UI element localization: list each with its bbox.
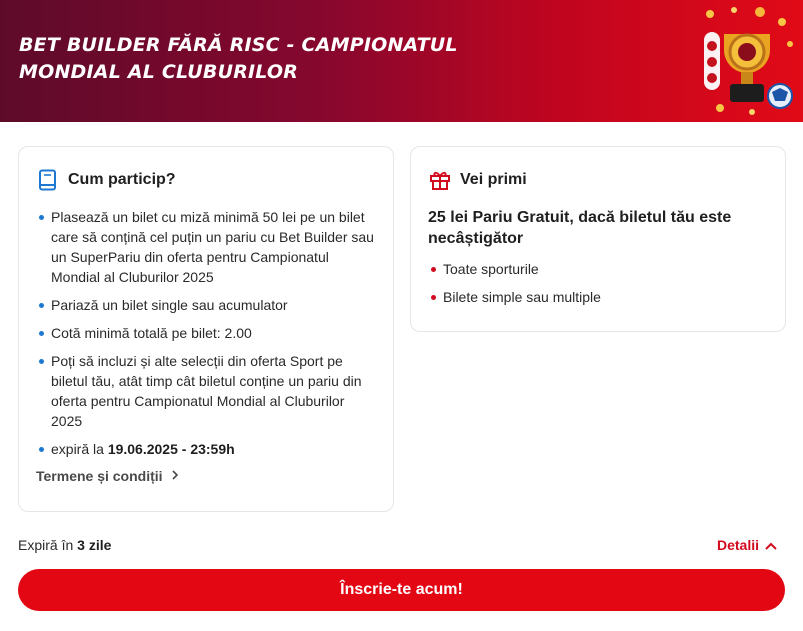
participate-title: Cum particip? [68, 171, 176, 188]
list-item: Cotă minimă totală pe bilet: 2.00 [39, 323, 379, 343]
details-label: Detalii [716, 537, 759, 553]
chevron-right-icon [171, 469, 179, 483]
book-icon [37, 169, 59, 191]
perks-list [431, 259, 601, 315]
list-item: Toate sporturile [431, 259, 601, 279]
list-item: Bilete simple sau multiple [431, 287, 601, 307]
rules-list [39, 207, 379, 467]
list-item-expiry [39, 439, 379, 459]
reward-headline: 25 lei Pariu Gratuit, dacă biletul tău este necâștigător [428, 209, 732, 247]
reward-title: Vei primi [460, 171, 527, 188]
expires-prefix: Expiră în [18, 537, 74, 553]
trophy-coins-illustration [690, 4, 800, 118]
details-toggle[interactable] [717, 537, 777, 553]
chevron-up-icon [765, 537, 777, 553]
how-to-participate-card [18, 146, 394, 512]
promo-banner [0, 0, 803, 122]
expiry-prefix: expiră la [51, 441, 104, 457]
list-item: Plasează un bilet cu miză minimă 50 lei pe un bilet care să conțină cel puțin un pariu cu Bet Builder sau un SuperPariu din oferta pentru Campionatul Mondial al Cluburilor 2025 [39, 207, 379, 287]
expiry-date: 19.06.2025 - 23:59h [107, 441, 235, 457]
terms-link[interactable] [36, 468, 179, 484]
promo-title: BET BUILDER FĂRĂ RISC - CAMPIONATUL MONDIAL AL CLUBURILOR [19, 34, 458, 83]
list-item: Pariază un bilet single sau acumulator [39, 295, 379, 315]
list-item: Poți să incluzi și alte selecții din oferta Sport pe biletul tău, atât timp cât biletul conține un pariu din oferta pentru Campionatul Mondial al Cluburilor 2025 [39, 351, 379, 431]
expires-info [18, 537, 111, 553]
reward-header [429, 167, 527, 193]
participate-header [37, 167, 176, 193]
gift-icon [429, 169, 451, 191]
reward-card [410, 146, 786, 332]
expires-value: 3 zile [77, 537, 112, 553]
signup-button[interactable]: Înscrie-te acum! [18, 569, 785, 611]
terms-label: Termene și condiții [36, 468, 163, 484]
